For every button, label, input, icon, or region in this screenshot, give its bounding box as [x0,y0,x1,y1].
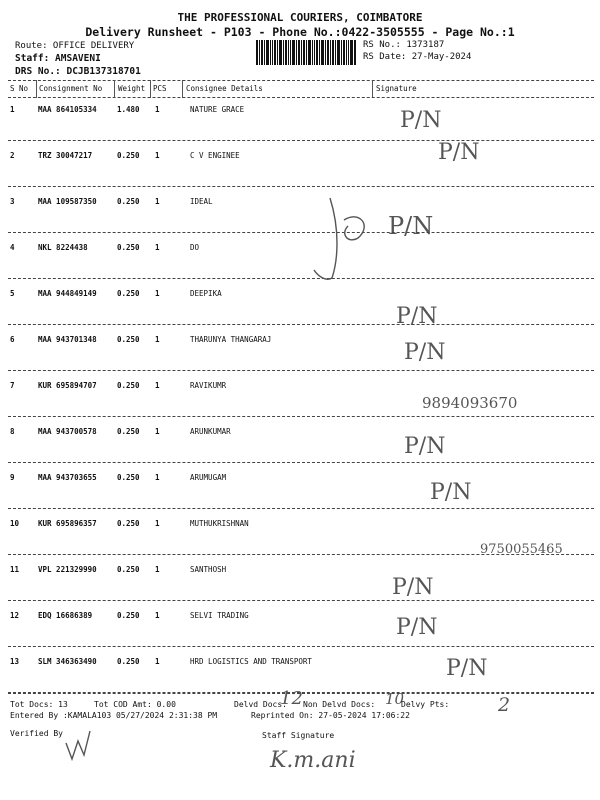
row-consignment-no: MAA 944849149 [38,289,97,298]
row-pcs: 1 [155,473,160,482]
row-weight: 0.250 [117,657,140,666]
row-weight: 0.250 [117,335,140,344]
verified-by-label: Verified By [10,729,63,738]
row-sno: 4 [10,243,15,252]
row-weight: 0.250 [117,151,140,160]
row-pcs: 1 [155,151,160,160]
row-sno: 8 [10,427,15,436]
row-divider [8,508,594,509]
row-consignee: DEEPIKA [190,289,222,298]
staff-label: Staff: AMSAVENI [15,53,101,64]
row-pcs: 1 [155,243,160,252]
row-weight: 0.250 [117,473,140,482]
total-docs: Tot Docs: 13 [10,700,68,709]
row-divider [8,462,594,463]
delivery-points-label: Delvy Pts: [401,700,450,709]
row-consignee: DO [190,243,200,252]
row-consignee: SELVI TRADING [190,611,249,620]
row-weight: 0.250 [117,381,140,390]
row-consignment-no: MAA 943701348 [38,335,97,344]
row-consignee: C V ENGINEE [190,151,240,160]
delivered-docs-label: Delvd Docs: [234,700,287,709]
delivered-docs-handwritten: 12 [280,688,303,709]
row-consignee: MUTHUKRISHNAN [190,519,249,528]
total-cod-amount: Tot COD Amt: 0.00 [94,700,176,709]
row-signature: P/N [392,575,434,600]
row-signature: P/N [404,340,446,365]
rs-number: RS No.: 1373187 [363,40,445,50]
col-weight: Weight [118,84,146,93]
row-divider [8,554,594,555]
row-signature: P/N [396,304,438,329]
row-consignee: THARUNYA THANGARAJ [190,335,272,344]
row-consignee: HRD LOGISTICS AND TRANSPORT [190,657,312,666]
row-consignee: NATURE GRACE [190,105,245,114]
col-signature: Signature [376,84,417,93]
non-delivered-docs-handwritten: 10 [385,690,405,708]
header-top-rule [8,80,594,81]
company-title: THE PROFESSIONAL COURIERS, COIMBATORE [177,11,423,24]
delivery-points-handwritten: 2 [498,694,511,716]
row-signature: 9894093670 [422,394,518,412]
row-consignee: IDEAL [190,197,213,206]
row-consignee: SANTHOSH [190,565,227,574]
col-consignee: Consignee Details [186,84,263,93]
row-pcs: 1 [155,381,160,390]
row-consignment-no: MAA 109587350 [38,197,97,206]
drs-number: DRS No.: DCJB137318701 [15,66,141,77]
barcode-image [256,40,356,65]
row-consignment-no: NKL 8224438 [38,243,88,252]
row-weight: 0.250 [117,243,140,252]
col-divider [114,80,115,98]
entered-by: Entered By :KAMALA103 05/27/2024 2:31:38 PM [10,711,218,720]
row-sno: 11 [10,565,20,574]
row-divider [8,600,594,601]
row-consignee: RAVIKUMR [190,381,227,390]
row-signature: P/N [438,140,480,165]
row-divider [8,646,594,647]
row-consignment-no: TRZ 30047217 [38,151,93,160]
row-consignment-no: KUR 695894707 [38,381,97,390]
row-consignment-no: KUR 695896357 [38,519,97,528]
row-sno: 13 [10,657,20,666]
staff-signature-handwritten: K.m.ani [270,748,356,773]
row-sno: 7 [10,381,15,390]
route-label: Route: OFFICE DELIVERY [15,41,135,51]
row-signature: P/N [404,434,446,459]
rs-date: RS Date: 27-May-2024 [363,52,472,62]
row-pcs: 1 [155,657,160,666]
row-pcs: 1 [155,427,160,436]
row-weight: 0.250 [117,197,140,206]
row-signature: P/N [446,656,488,681]
row-consignee: ARUNKUMAR [190,427,231,436]
row-signature: 9750055465 [480,542,563,557]
row-divider [8,324,594,325]
row-signature: P/N [396,615,438,640]
row-sno: 5 [10,289,15,298]
col-sno: S No [10,84,29,93]
row-consignment-no: VPL 221329990 [38,565,97,574]
row-divider [8,140,594,141]
header-bottom-rule [8,97,594,98]
row-signature: P/N [400,108,442,133]
row-consignee: ARUMUGAM [190,473,227,482]
row-sno: 3 [10,197,15,206]
reprinted-on: Reprinted On: 27-05-2024 17:06:22 [251,711,410,720]
col-consignment: Consignment No [39,84,103,93]
row-consignment-no: SLM 346363490 [38,657,97,666]
row-weight: 0.250 [117,611,140,620]
row-sno: 9 [10,473,15,482]
row-weight: 0.250 [117,289,140,298]
row-sno: 2 [10,151,15,160]
row-pcs: 1 [155,519,160,528]
row-signature: P/N [430,480,472,505]
row-weight: 0.250 [117,565,140,574]
staff-signature-label: Staff Signature [262,731,335,740]
scribble-signature [300,190,380,290]
row-sno: 1 [10,105,15,114]
row-consignment-no: EDQ 16686389 [38,611,93,620]
row-weight: 0.250 [117,519,140,528]
row-pcs: 1 [155,105,160,114]
row-sno: 10 [10,519,20,528]
row-divider [8,370,594,371]
row-sno: 12 [10,611,20,620]
non-delivered-docs-label: Non Delvd Docs: [303,700,376,709]
col-divider [372,80,373,98]
row-signature: P/N [388,212,434,240]
runsheet-subtitle: Delivery Runsheet - P103 - Phone No.:0422-3505555 - Page No.:1 [85,25,515,39]
col-pcs: PCS [153,84,167,93]
row-sno: 6 [10,335,15,344]
row-pcs: 1 [155,197,160,206]
verifier-signature [58,725,108,763]
col-divider [36,80,37,98]
row-consignment-no: MAA 864105334 [38,105,97,114]
row-weight: 1.480 [117,105,140,114]
row-consignment-no: MAA 943703655 [38,473,97,482]
col-divider [150,80,151,98]
row-pcs: 1 [155,289,160,298]
row-weight: 0.250 [117,427,140,436]
row-pcs: 1 [155,335,160,344]
row-divider [8,186,594,187]
row-consignment-no: MAA 943700578 [38,427,97,436]
row-divider [8,416,594,417]
row-pcs: 1 [155,611,160,620]
col-divider [182,80,183,98]
row-pcs: 1 [155,565,160,574]
